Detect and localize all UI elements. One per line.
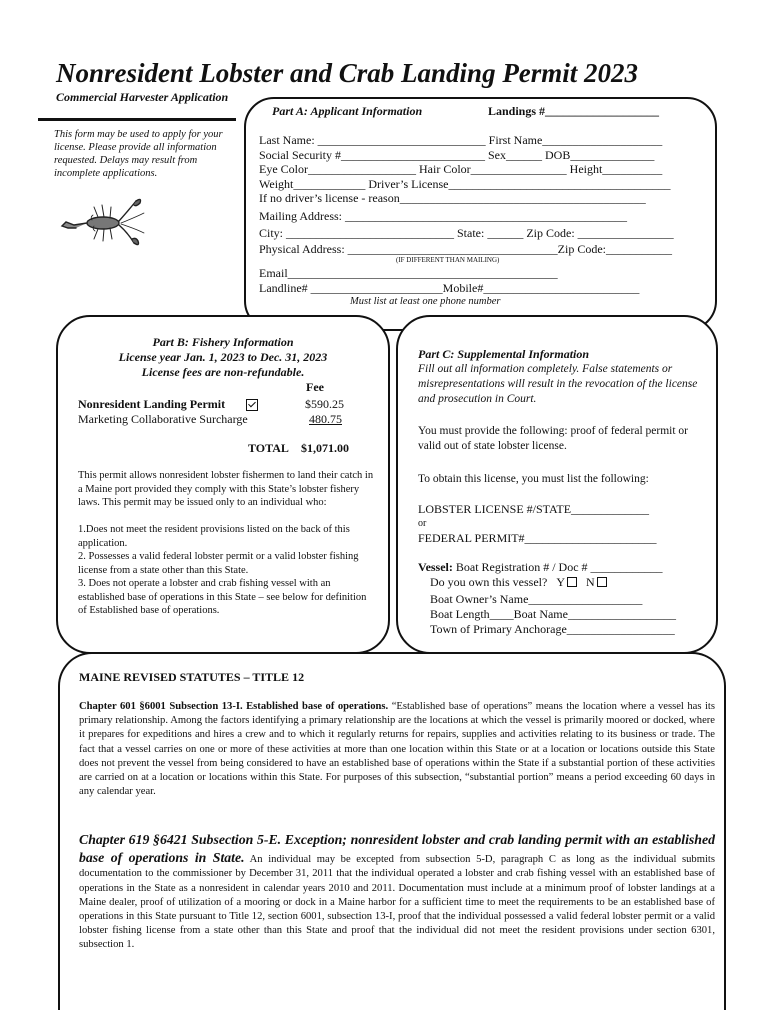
part-b-item1: 1.Does not meet the resident provisions listed on the back of this application.: [78, 524, 350, 549]
city-state-zip-field[interactable]: City: ____________________________ State: ______ Zip Code: ________________: [259, 226, 674, 240]
part-b-heading: Part B: Fishery Information: [152, 335, 294, 349]
no-checkbox[interactable]: [597, 577, 607, 587]
chapter-601-text: [79, 700, 715, 799]
physical-address-field[interactable]: Physical Address: ___________________________________Zip Code:___________: [259, 242, 672, 256]
yes-label: Y: [556, 575, 565, 589]
landings-field[interactable]: Landings #___________________: [488, 104, 660, 118]
chapter-601-body: “Established base of operations” means the location where a vessel has its primary relationship. Among the factors identifying a primary relationship are the locations at which the vessel is primarily moored or docked, where it prepares for expeditions and hires a crew and to which it regularly returns for repairs, supplies and activities relating to its business or trade. The fact that a vessel carries on one or more of these activities at more than one location within this State or at a location or locations outside this State does not prevent the vessel from being considered to have an established base of operations within the State if a substantial portion of these activities are carried on at a location or locations within this State. For purposes of this subsection, “substantial portion” means a period exceeding 60 days in any calendar year.: [79, 701, 715, 798]
no-license-reason-field[interactable]: If no driver’s license - reason_________________________________________: [259, 191, 646, 205]
header-rule: [38, 118, 236, 121]
chapter-619-body: An individual may be excepted from subsection 5-D, paragraph C as long as the individual submits documentation to the commissioner by December 31, 2011 that the individual operated a lobster and crab fishing vessel with an established base of operations in the State as a nonresident in calendar years 2010 and 2011. Documentation must include at a minimum proof of lobster landings at a Maine dealer, proof of utilization of a mooring or dock in a Maine harbor for a sufficient time to meet the requirements to be an established base of operations in this State pursuant to Title 12, section 6001, subsection 13-I, proof that the individual possessed a valid federal lobster permit or a valid lobster fishing license from a state other than this State and proof that the individual did not meet the resident provisions under section 6301, subsection 1.: [79, 854, 715, 951]
lobster-icon: [56, 193, 146, 249]
boat-length-name-field[interactable]: Boat Length____Boat Name__________________: [430, 607, 676, 621]
own-vessel-question: [430, 575, 607, 590]
statutes-heading: MAINE REVISED STATUTES – TITLE 12: [79, 670, 305, 684]
chapter-619-text: [79, 831, 715, 953]
own-vessel-label: Do you own this vessel?: [430, 575, 548, 589]
list-intro: To obtain this license, you must list the following:: [418, 473, 649, 485]
vessel-label: Vessel:: [418, 560, 453, 574]
proof-note: You must provide the following: proof of federal permit or valid out of state lobster license.: [418, 425, 688, 452]
chapter-601-title: Chapter 601 §6001 Subsection 13-I. Established base of operations.: [79, 701, 389, 712]
part-b-body: This permit allows nonresident lobster fishermen to land their catch in a Maine port provided they comply with this State’s lobster fishery laws. This permit may be issued only to an individual who:: [78, 470, 374, 508]
anchorage-field[interactable]: Town of Primary Anchorage__________________: [430, 622, 675, 636]
vessel-registration-field[interactable]: [418, 560, 663, 575]
name-field[interactable]: Last Name: ____________________________ First Name____________________: [259, 133, 663, 147]
part-a-heading: Part A: Applicant Information: [272, 104, 423, 118]
intro-text: This form may be used to apply for your license. Please provide all information requested. Delays may result from incomplete applications.: [54, 129, 223, 179]
vessel-registration-text: Boat Registration # / Doc # ____________: [452, 560, 663, 574]
boat-owner-field[interactable]: Boat Owner’s Name___________________: [430, 592, 643, 606]
chapter-619-title: Chapter 619 §6421 Subsection 5-E. Exception; nonresident lobster and crab landing permit with an established base of operations in State.: [79, 832, 715, 866]
yes-checkbox[interactable]: [567, 577, 577, 587]
page-subtitle: Commercial Harvester Application: [56, 90, 229, 104]
part-c-heading: Part C: Supplemental Information: [418, 347, 590, 361]
part-b-item2: 2. Possesses a valid federal lobster permit or a valid lobster fishing license from a state other than this State.: [78, 551, 359, 576]
total-value: $1,071.00: [301, 441, 349, 455]
part-c-warning: Fill out all information completely. False statements or misrepresentations will result in the revocation of the license and prosecution in Court.: [418, 363, 698, 405]
federal-permit-field[interactable]: FEDERAL PERMIT#______________________: [418, 531, 657, 545]
fee1-value: $590.25: [305, 397, 344, 411]
page-title: Nonresident Lobster and Crab Landing Permit 2023: [56, 58, 639, 88]
non-refundable-note: License fees are non-refundable.: [141, 365, 305, 379]
phone-note: Must list at least one phone number: [350, 296, 501, 307]
email-field[interactable]: Email_____________________________________________: [259, 266, 558, 280]
fee1-label: Nonresident Landing Permit: [78, 397, 226, 411]
no-label: N: [586, 575, 595, 589]
total-label: TOTAL: [248, 441, 289, 455]
weight-license-field[interactable]: Weight____________ Driver’s License_____________________________________: [259, 176, 671, 191]
lobster-license-field[interactable]: LOBSTER LICENSE #/STATE_____________: [418, 502, 650, 516]
license-year: License year Jan. 1, 2023 to Dec. 31, 2023: [118, 350, 328, 364]
mailing-address-field[interactable]: Mailing Address: _______________________________________________: [259, 209, 627, 223]
ssn-field[interactable]: Social Security #________________________ Sex______ DOB______________: [259, 147, 655, 162]
if-different-note: (IF DIFFERENT THAN MAILING): [396, 256, 500, 264]
part-b-item3: 3. Does not operate a lobster and crab fishing vessel with an established base of operations in this State – see below for definition of Established base of operations.: [78, 578, 367, 616]
fee-header: Fee: [306, 380, 324, 394]
eye-hair-field[interactable]: Eye Color__________________ Hair Color________________ Height__________: [259, 162, 663, 176]
phone-fields[interactable]: Landline# ______________________Mobile#__________________________: [259, 281, 640, 295]
fee2-value: 480.75: [309, 412, 342, 426]
fee2-label: Marketing Collaborative Surcharge: [78, 412, 248, 426]
or-text: or: [418, 518, 427, 529]
fee1-checkbox[interactable]: [246, 399, 258, 411]
